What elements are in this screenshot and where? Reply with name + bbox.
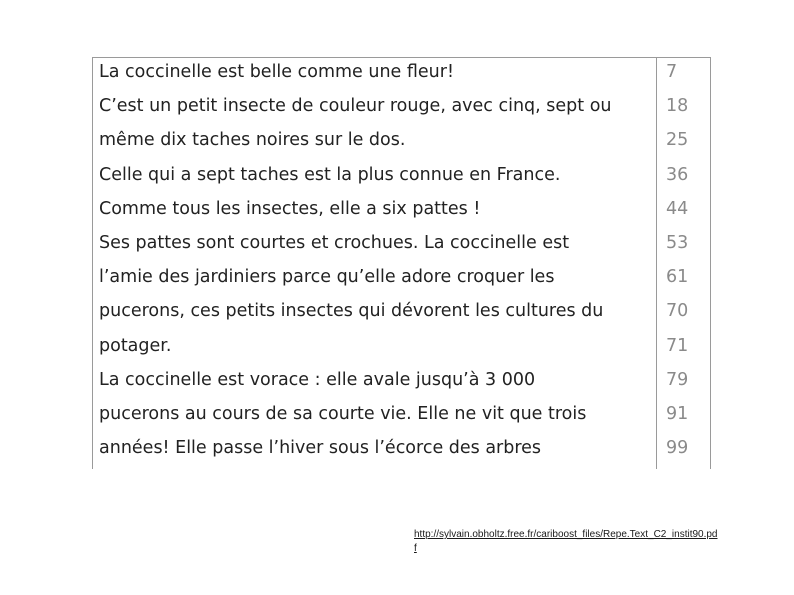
text-line: La coccinelle est vorace : elle avale jusqu’à 3 000 [99,369,536,390]
table-row [92,433,711,467]
text-line: La coccinelle est belle comme une fleur! [99,62,454,82]
cumulative-word-count: 70 [666,301,689,322]
text-line: C’est un petit insecte de couleur rouge, avec cinq, sept ou [99,96,612,117]
cumulative-word-count: 61 [666,267,689,288]
table-row [92,365,711,399]
table-row [92,125,711,159]
text-line: potager. [99,335,172,356]
text-line: Celle qui a sept taches est la plus connue en France. [99,164,561,185]
text-line: Comme tous les insectes, elle a six pattes ! [99,198,481,219]
table-row [92,160,711,194]
text-line: pucerons, ces petits insectes qui dévorent les cultures du [99,301,604,322]
table-row [92,296,711,330]
table-row [92,399,711,433]
cumulative-word-count: 53 [666,232,689,253]
source-url-link[interactable]: http://sylvain.obholtz.free.fr/cariboost_files/Repe.Text_C2_instit90.pdf [414,529,718,554]
reading-text-table [92,57,712,469]
cumulative-word-count: 18 [666,96,689,117]
cumulative-word-count: 91 [666,403,689,424]
cumulative-word-count: 44 [666,198,689,219]
table-rows [92,57,711,467]
cumulative-word-count: 79 [666,369,689,390]
table-row [92,194,711,228]
table-row [92,331,711,365]
text-line: années! Elle passe l’hiver sous l’écorce des arbres [99,438,542,459]
table-row [92,228,711,262]
cumulative-word-count: 71 [666,335,689,356]
cumulative-word-count: 99 [666,438,689,459]
table-row [92,57,711,91]
text-line: l’amie des jardiniers parce qu’elle adore croquer les [99,267,555,288]
table-row [92,262,711,296]
cumulative-word-count: 7 [666,62,678,82]
cumulative-word-count: 36 [666,164,689,185]
table-row [92,91,711,125]
cumulative-word-count: 25 [666,130,689,151]
text-line: Ses pattes sont courtes et crochues. La coccinelle est [99,232,570,253]
text-line: pucerons au cours de sa courte vie. Elle ne vit que trois [99,403,587,424]
text-line: même dix taches noires sur le dos. [99,130,406,151]
